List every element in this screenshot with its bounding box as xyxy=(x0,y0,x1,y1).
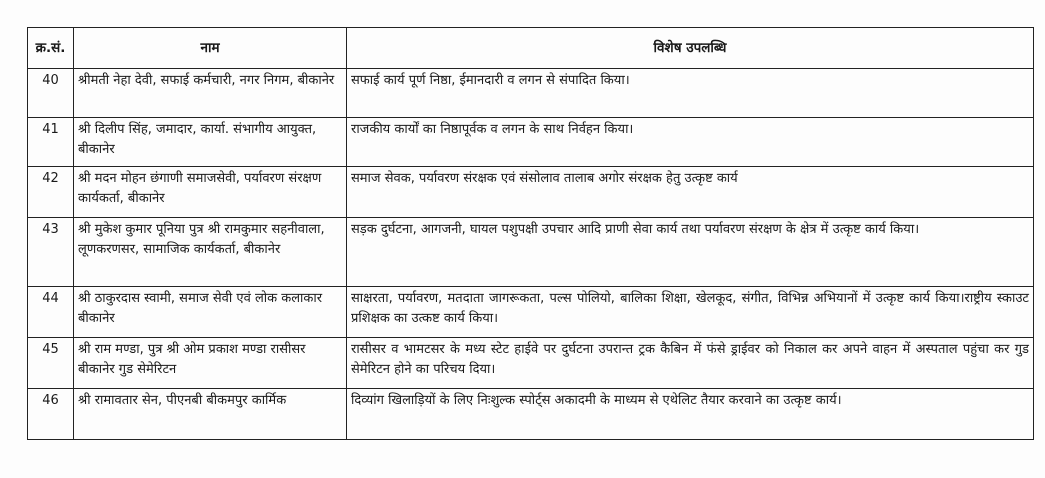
table-row xyxy=(28,69,1034,118)
row-name: श्री ठाकुरदास स्वामी, समाज सेवी एवं लोक कलाकार बीकानेर xyxy=(74,287,347,338)
table-header xyxy=(28,28,1034,69)
row-achievement: रासीसर व भामटसर के मध्य स्टेट हाईवे पर दुर्घटना उपरान्त ट्रक कैबिन में फंसे ड्राईवर को निकाल कर अपने वाहन में अस्पताल पहुंचा कर गुड सेमेरिटन होने का परिचय दिया। xyxy=(347,338,1034,389)
row-achievement: समाज सेवक, पर्यावरण संरक्षक एवं संसोलाव तालाब अगोर संरक्षक हेतु उत्कृष्ट कार्य xyxy=(347,167,1034,218)
row-serial: 43 xyxy=(28,218,74,287)
header-name: नाम xyxy=(74,28,347,69)
row-serial: 46 xyxy=(28,389,74,440)
row-name: श्री राम मण्डा, पुत्र श्री ओम प्रकाश मण्डा रासीसर बीकानेर गुड सेमेरिटन xyxy=(74,338,347,389)
row-serial: 41 xyxy=(28,118,74,167)
row-name: श्री मदन मोहन छंगाणी समाजसेवी, पर्यावरण संरक्षण कार्यकर्ता, बीकानेर xyxy=(74,167,347,218)
row-name: श्री रामावतार सेन, पीएनबी बीकमपुर कार्मिक xyxy=(74,389,347,440)
table-row xyxy=(28,338,1034,389)
row-achievement: दिव्यांग खिलाड़ियों के लिए निःशुल्क स्पोर्ट्स अकादमी के माध्यम से एथेलिट तैयार करवाने का उत्कृष्ट कार्य। xyxy=(347,389,1034,440)
table-row xyxy=(28,287,1034,338)
row-serial: 45 xyxy=(28,338,74,389)
row-serial: 42 xyxy=(28,167,74,218)
row-serial: 44 xyxy=(28,287,74,338)
table-row xyxy=(28,118,1034,167)
row-achievement: सड़क दुर्घटना, आगजनी, घायल पशुपक्षी उपचार आदि प्राणी सेवा कार्य तथा पर्यावरण संरक्षण के क्षेत्र में उत्कृष्ट कार्य किया। xyxy=(347,218,1034,287)
row-name: श्रीमती नेहा देवी, सफाई कर्मचारी, नगर निगम, बीकानेर xyxy=(74,69,347,118)
table-body xyxy=(28,69,1034,440)
row-achievement: साक्षरता, पर्यावरण, मतदाता जागरूकता, पल्स पोलियो, बालिका शिक्षा, खेलकूद, संगीत, विभिन्न अभियानों में उत्कृष्ट कार्य किया।राष्ट्रीय स्काउट प्रशिक्षक का उत्कष्ट कार्य किया। xyxy=(347,287,1034,338)
awards-table xyxy=(27,27,1034,440)
row-achievement: सफाई कार्य पूर्ण निष्ठा, ईमानदारी व लगन से संपादित किया। xyxy=(347,69,1034,118)
header-achievement: विशेष उपलब्धि xyxy=(347,28,1034,69)
row-name: श्री दिलीप सिंह, जमादार, कार्या. संभागीय आयुक्त, बीकानेर xyxy=(74,118,347,167)
header-serial: क्र.सं. xyxy=(28,28,74,69)
row-serial: 40 xyxy=(28,69,74,118)
table-row xyxy=(28,389,1034,440)
header-row xyxy=(28,28,1034,69)
table-row xyxy=(28,167,1034,218)
row-achievement: राजकीय कार्यों का निष्ठापूर्वक व लगन के साथ निर्वहन किया। xyxy=(347,118,1034,167)
table-row xyxy=(28,218,1034,287)
row-name: श्री मुकेश कुमार पूनिया पुत्र श्री रामकुमार सहनीवाला, लूणकरणसर, सामाजिक कार्यकर्ता, बीकानेर xyxy=(74,218,347,287)
